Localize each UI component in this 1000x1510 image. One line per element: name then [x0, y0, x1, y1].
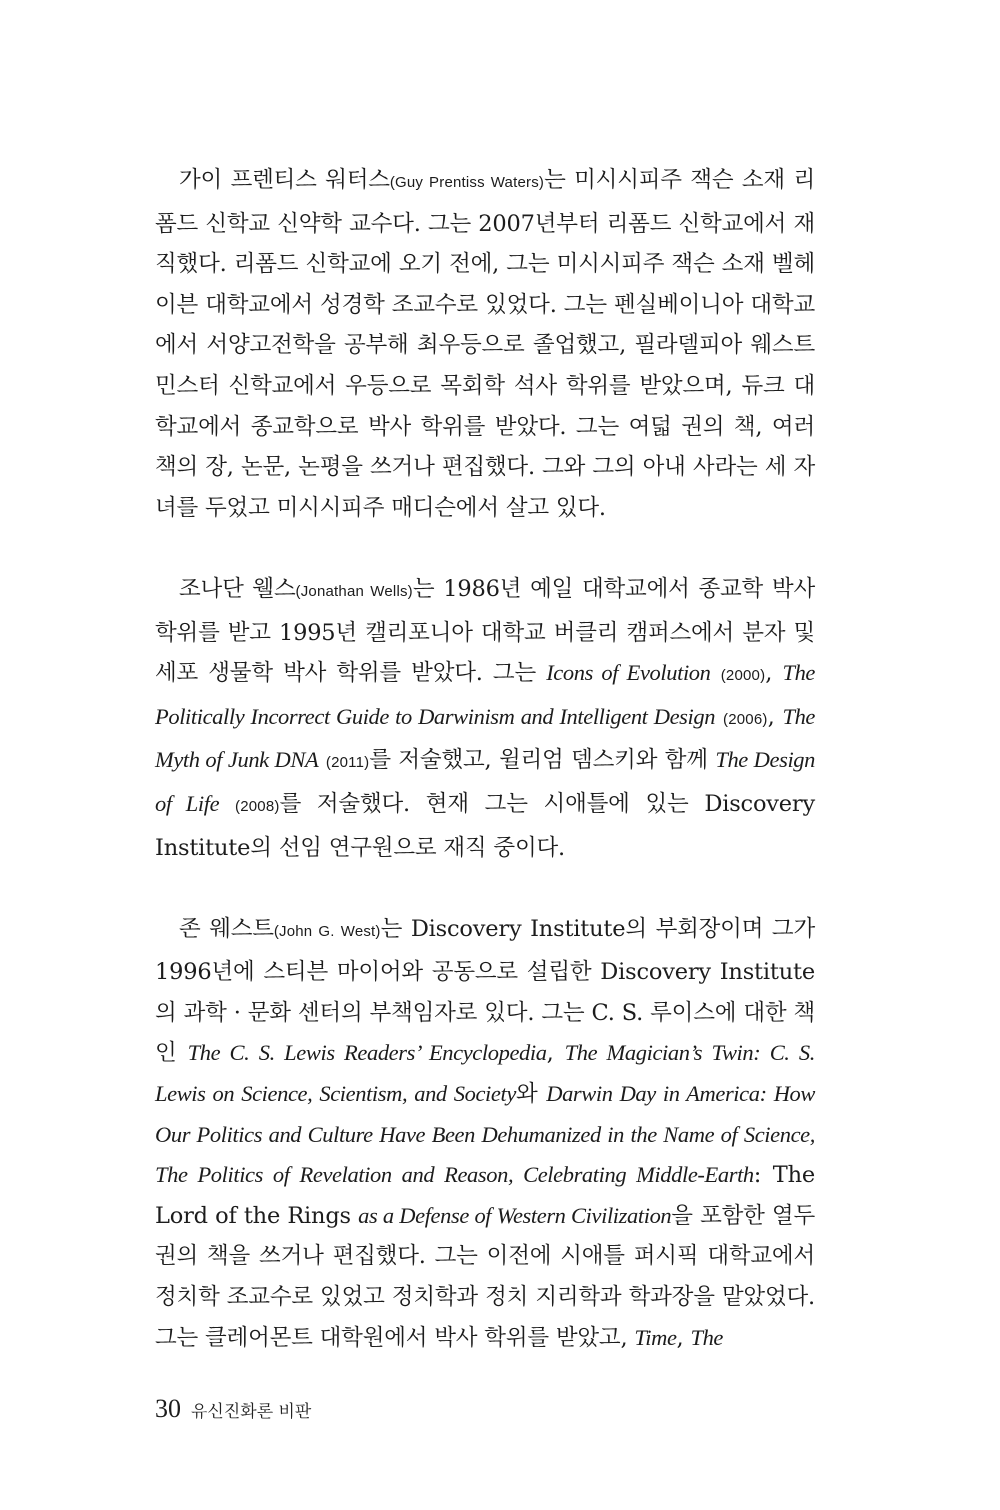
bio-text: ,	[767, 703, 783, 730]
name-korean: 존 웨스트	[179, 915, 274, 942]
bio-waters	[155, 160, 815, 528]
book-title: The Myth of Junk DNA	[155, 703, 816, 773]
name-english: (Guy Prentiss Waters)	[389, 174, 545, 191]
bio-text: ,	[546, 1040, 565, 1067]
book-title: The C. S. Lewis Readers’ Encyclopedia	[187, 1040, 547, 1066]
publication-year: (2011)	[325, 754, 370, 772]
bio-text: 와	[515, 1081, 547, 1108]
page-footer	[155, 1394, 311, 1424]
name-english: (John G. West)	[273, 922, 381, 940]
book-title: The Politically Incorrect Guide to Darwinism and Intelligent Design	[155, 660, 816, 729]
bio-text: ,	[676, 1324, 691, 1351]
bio-text: : The Lord of the Rings	[155, 1162, 815, 1229]
publication-year: (2006)	[723, 710, 768, 728]
name-korean: 조나단 웰스	[179, 575, 296, 602]
bio-text: 를 저술했다. 현재 그는 시애틀에 있는 Discovery Institute의 선임 연구원으로 재직 중이다.	[155, 790, 815, 861]
bio-text: 는 1986년 예일 대학교에서 종교학 박사 학위를 받고 1995년 캘리포니아 대학교 버클리 캠퍼스에서 분자 및 세포 생물학 박사 학위를 받았다. 그는	[155, 575, 815, 687]
publication-year: (2000)	[720, 667, 766, 685]
bio-text: 는 미시시피주 잭슨 소재 리폼드 신학교 신약학 교수다. 그는 2007년부터 리폼드 신학교에서 재직했다. 리폼드 신학교에 오기 전에, 그는 미시시피주 잭슨 소재 벨헤이븐 대학교에서 성경학 조교수로 있었다. 그는 펜실베이니아 대학교에서 서양고전학을 공부해 최우등으로 졸업했고, 필라델피아 웨스트민스터 신학교에서 우등으로 목회학 석사 학위를 받았으며, 듀크 대학교에서 종교학으로 박사 학위를 받았다. 그는 여덟 권의 책, 여러 책의 장, 논문, 논평을 쓰거나 편집했다. 그와 그의 아내 사라는 세 자녀를 두었고 미시시피주 매디슨에서 살고 있다.	[155, 167, 815, 521]
bio-text: 를 저술했고, 윌리엄 뎀스키와 함께	[369, 747, 716, 774]
bio-text: 는 Discovery Institute의 부회장이며 그가 1996년에 스티븐 마이어와 공동으로 설립한 Discovery Institute의 과학 · 문화 센터의 부책임자로 있다. 그는 C. S. 루이스에 대한 책인	[155, 915, 815, 1067]
book-title: Darwin Day in America: How Our Politics and Culture Have Been Dehumanized in the Name of Science, The Politics of Revelation and Reason, Celebrating Middle-Earth	[155, 1081, 816, 1188]
book-title: The Design of Life	[155, 747, 816, 816]
page-number: 30	[155, 1394, 181, 1423]
name-english: (Jonathan Wells)	[295, 582, 413, 600]
bio-west	[155, 909, 815, 1359]
book-title: as a Defense of Western Civilization	[358, 1202, 672, 1228]
publication-year: (2008)	[235, 797, 280, 815]
text-column	[155, 160, 815, 1358]
bio-wells	[155, 569, 815, 868]
bio-text: 을 포함한 열두 권의 책을 쓰거나 편집했다. 그는 이전에 시애틀 퍼시픽 대학교에서 정치학 조교수로 있었고 정치학과 정치 지리학과 학과장을 맡았었다. 그는 클레어몬트 대학원에서 박사 학위를 받았고,	[155, 1202, 815, 1351]
book-title: The Magician’s Twin: C. S. Lewis on Science, Scientism, and Society	[155, 1040, 815, 1107]
publication-name: Time	[634, 1324, 677, 1350]
name-korean: 가이 프렌티스 워터스	[179, 167, 390, 193]
bio-text: ,	[765, 660, 783, 687]
running-title: 유신진화론 비판	[191, 1402, 312, 1422]
book-title: Icons of Evolution	[546, 660, 711, 686]
publication-name: The	[690, 1324, 724, 1350]
